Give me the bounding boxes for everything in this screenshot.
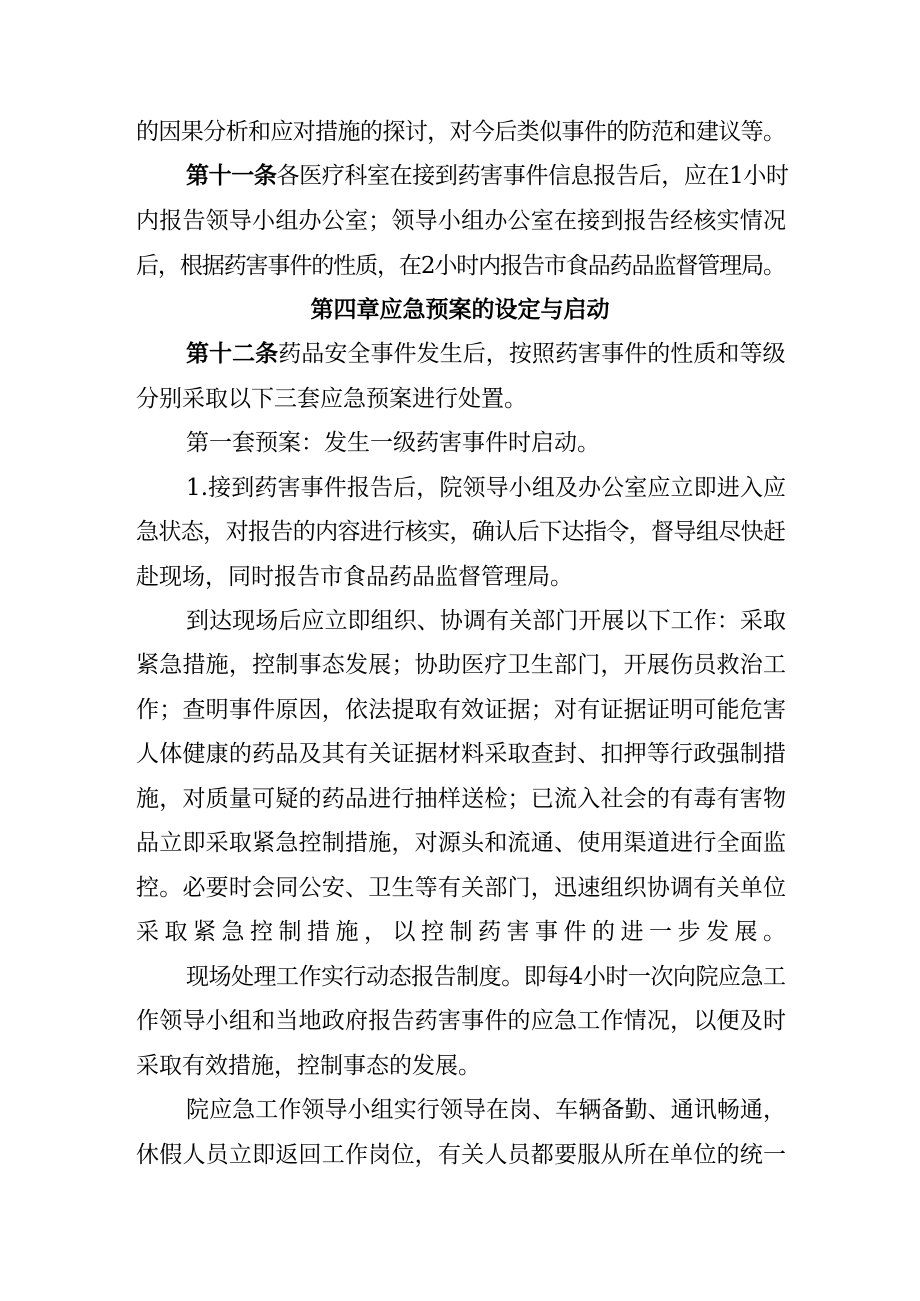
paragraph-line: 品立即采取紧急控制措施，对源头和流通、使用渠道进行全面监 [136, 830, 787, 856]
paragraph-line: 第一套预案：发生一级药害事件时启动。 [186, 430, 600, 456]
paragraph-line: 施，对质量可疑的药品进行抽样送检；已流入社会的有毒有害物 [136, 786, 787, 812]
paragraph-text: 各医疗科室在接到药害事件信息报告后，应在1小时 [276, 163, 789, 189]
paragraph-line: 到达现场后应立即组织、协调有关部门开展以下工作：采取 [186, 608, 787, 634]
paragraph-line: 人体健康的药品及其有关证据材料采取查封、扣押等行政强制措 [136, 741, 787, 767]
paragraph-line: 后，根据药害事件的性质，在2小时内报告市食品药品监督管理局。 [136, 253, 785, 279]
article-number: 第十一条 [186, 162, 277, 189]
paragraph-line: 作；查明事件原因，依法提取有效证据；对有证据证明可能危害 [136, 697, 787, 723]
paragraph-line: 休假人员立即返回工作岗位，有关人员都要服从所在单位的统一 [136, 1142, 787, 1168]
paragraph-line: 作领导小组和当地政府报告药害事件的应急工作情况，以便及时 [136, 1008, 787, 1034]
paragraph-line: 控。必要时会同公安、卫生等有关部门，迅速组织协调有关单位 [136, 875, 787, 901]
paragraph-line: 内报告领导小组办公室；领导小组办公室在接到报告经核实情况 [136, 208, 787, 234]
paragraph-line: 采取有效措施，控制事态的发展。 [136, 1053, 481, 1079]
paragraph-line: 的因果分析和应对措施的探讨，对今后类似事件的防范和建议等。 [136, 119, 786, 145]
paragraph-line: 院应急工作领导小组实行领导在岗、车辆备勤、通讯畅通， [186, 1097, 787, 1123]
paragraph-line: 采取紧急控制措施，以控制药害事件的进一步发展。 [136, 919, 792, 945]
paragraph-text: 药品安全事件发生后，按照药害事件的性质和等级 [278, 341, 786, 367]
paragraph-line: 紧急措施，控制事态发展；协助医疗卫生部门，开展伤员救治工 [136, 652, 787, 678]
paragraph-line: 现场处理工作实行动态报告制度。即每4小时一次向院应急工 [186, 964, 786, 990]
paragraph-line: 急状态，对报告的内容进行核实，确认后下达指令，督导组尽快赶 [136, 519, 786, 545]
paragraph-line [186, 336, 786, 372]
article-number: 第十二条 [186, 340, 279, 367]
paragraph-line: 分别采取以下三套应急预案进行处置。 [136, 386, 527, 412]
paragraph-line: 赴现场，同时报告市食品药品监督管理局。 [136, 564, 573, 590]
chapter-heading: 第四章应急预案的设定与启动 [310, 296, 610, 323]
paragraph-line: 1.接到药害事件报告后，院领导小组及办公室应立即进入应 [186, 475, 787, 501]
paragraph-line [186, 158, 789, 194]
